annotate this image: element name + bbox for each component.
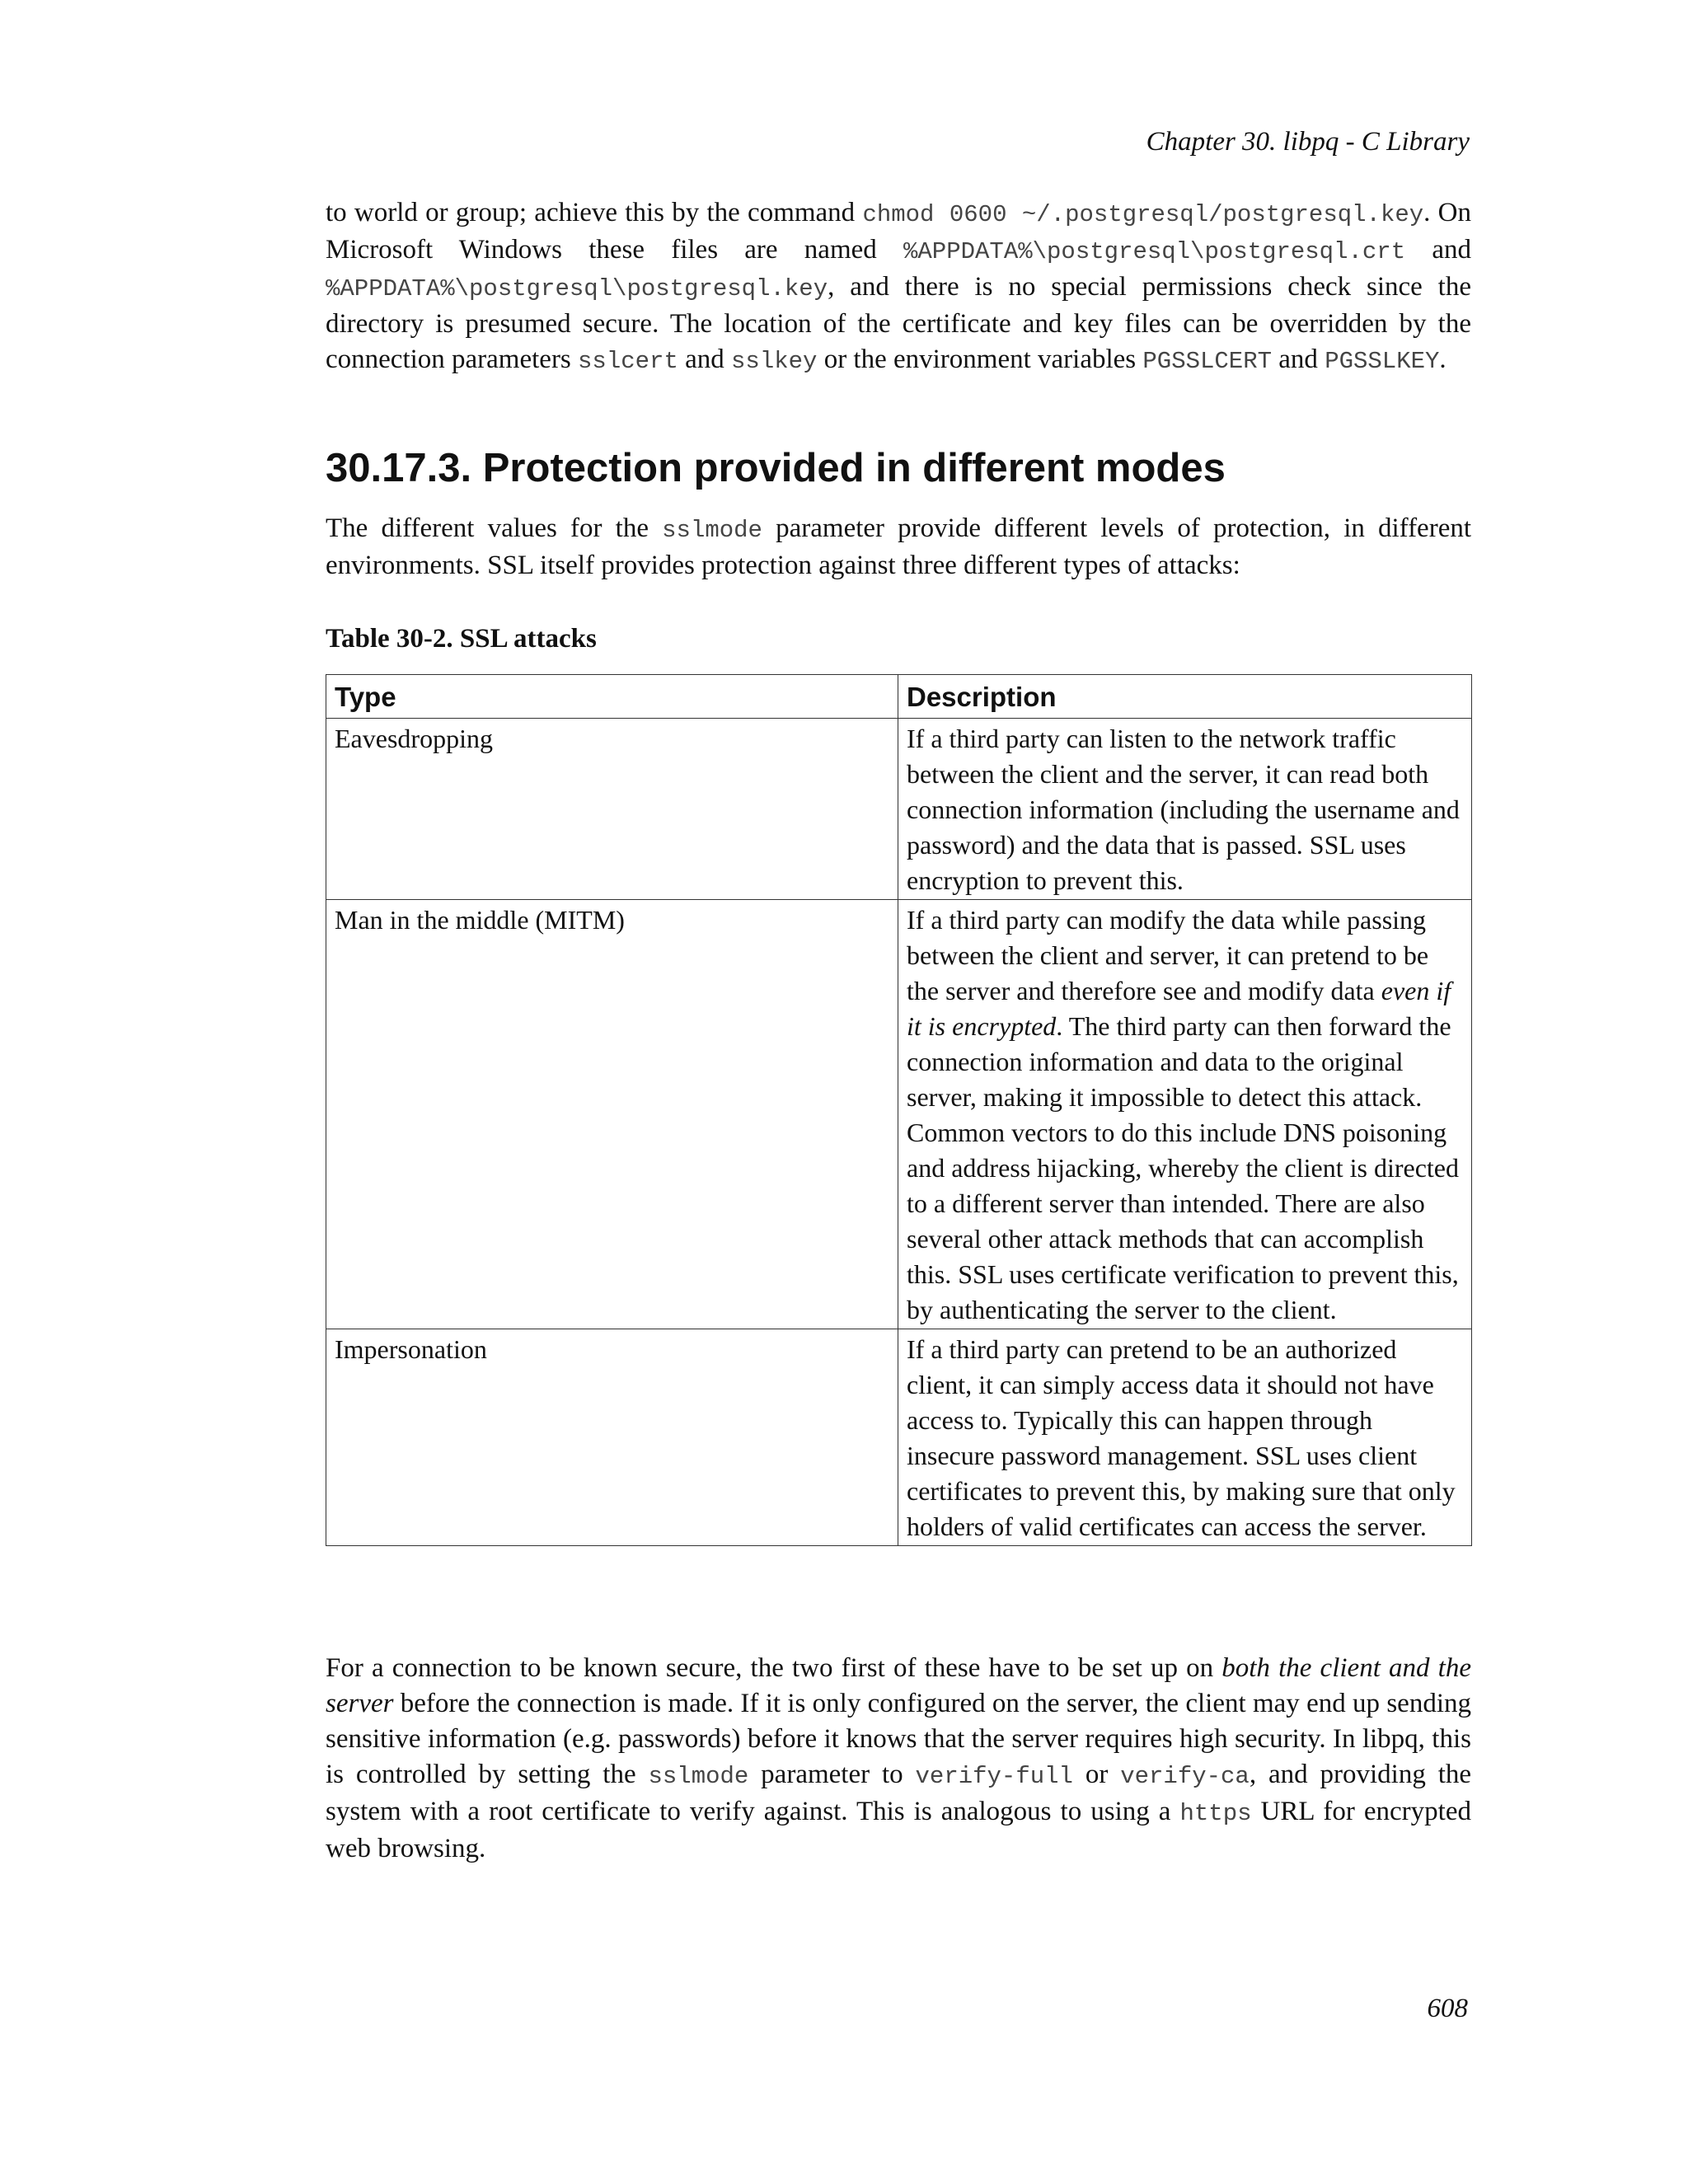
cell-description [898,900,1472,1329]
section-intro-paragraph [326,511,1471,583]
emphasis-text: both the client and the server [326,1653,1471,1718]
cell-type: Impersonation [326,1329,898,1546]
cell-type: Eavesdropping [326,719,898,900]
column-header-description: Description [898,675,1472,719]
text-run: . On Microsoft Windows these files are named [326,198,1471,265]
ssl-attacks-table [326,674,1472,1546]
column-header-type: Type [326,675,898,719]
code-sslkey: sslkey [731,348,818,375]
table-row [326,719,1472,900]
text-run: parameter to [748,1760,916,1789]
text-run: For a connection to be known secure, the two first of these have to be set up on [326,1653,1222,1683]
code-sslmode: sslmode [662,517,762,544]
text-run: The different values for the [326,513,663,543]
text-run: , and providing the system with a root certificate to verify against. This is analogous to using a [326,1760,1472,1826]
text-run: If a third party can modify the data while passing between the client and server, it can pretend to be the server and therefore see and modify data [907,905,1429,1005]
code-pgsslcert: PGSSLCERT [1142,348,1273,375]
intro-paragraph [326,195,1471,379]
code-pgsslkey: PGSSLKEY [1325,348,1440,375]
cell-description: If a third party can pretend to be an authorized client, it can simply access data it should not have access to. Typically this can happen through insecure password management. SSL uses client certificates to prevent this, by making sure that only holders of valid certificates can access the server. [898,1329,1472,1546]
code-https: https [1179,1800,1252,1827]
text-run: to world or group; achieve this by the command [326,198,863,227]
cell-description: If a third party can listen to the network traffic between the client and the server, it can read both connection information (including the username and password) and the data that is passed. SSL uses encryption to prevent this. [898,719,1472,900]
text-run: before the connection is made. If it is only configured on the server, the client may end up sending sensitive information (e.g. passwords) before it knows that the server requires high security. In libpq, this is controlled by setting the [326,1689,1471,1789]
section-title: 30.17.3. Protection provided in different modes [326,446,1226,490]
table-row [326,1329,1472,1546]
table-caption: Table 30-2. SSL attacks [326,624,597,654]
text-run: . [1439,344,1447,374]
code-sslmode: sslmode [648,1763,749,1790]
text-run: or the environment variables [817,344,1143,374]
closing-paragraph [326,1651,1471,1867]
table-row [326,900,1472,1329]
text-run: , and there is no special permissions check since the directory is presumed secure. The location of the certificate and key files can be overridden by the connection parameters [326,272,1471,374]
text-run: and [678,344,732,374]
code-crt-path: %APPDATA%\postgresql\postgresql.crt [903,238,1406,265]
text-run: . The third party can then forward the connection information and data to the original server, making it impossible to detect this attack. Common vectors to do this include DNS poisoning and address hijacking, whereby the client is directed to a different server than intended. There are also several other attack methods that can accomplish this. SSL uses certificate verification to prevent this, by authenticating the server to the client. [907,1011,1459,1324]
code-key-path: %APPDATA%\postgresql\postgresql.key [326,275,828,302]
table-header-row [326,675,1472,719]
emphasis-text: even if it is encrypted [907,976,1451,1041]
cell-type: Man in the middle (MITM) [326,900,898,1329]
text-run: URL for encrypted web browsing. [326,1797,1471,1863]
code-verify-full: verify-full [915,1763,1073,1790]
text-run: and [1405,235,1471,265]
running-header: Chapter 30. libpq - C Library [1146,127,1470,157]
text-run: and [1272,344,1325,374]
text-run: or [1072,1760,1121,1789]
code-sslcert: sslcert [578,348,678,375]
page-number: 608 [1427,1994,1468,2023]
text-run: parameter provide different levels of protection, in different environments. SSL itself provides protection against three different types of attacks: [326,513,1472,580]
code-chmod-command: chmod 0600 ~/.postgresql/postgresql.key [862,201,1424,228]
code-verify-ca: verify-ca [1120,1763,1250,1790]
